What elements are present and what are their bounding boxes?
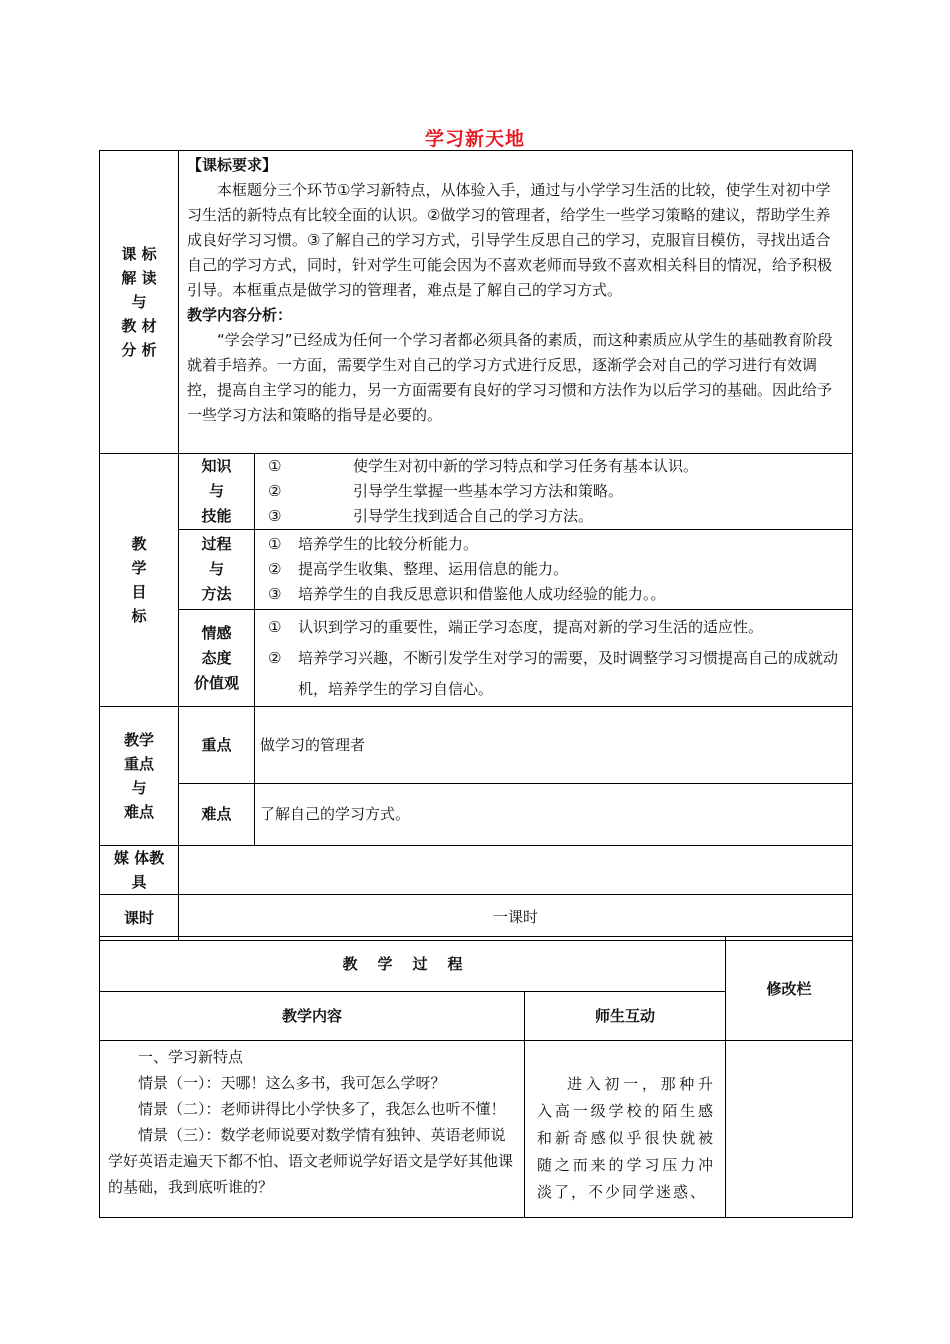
content-line: 情景（一）：天哪！这么多书，我可怎么学呀？ [138,1074,446,1092]
revision-cell [726,1041,853,1218]
curriculum-text: 本框题分三个环节①学习新特点，从体验入手，通过与小学学习生活的比较，使学生对初中学习生活的新特点有比较全面的认识。②做学习的管理者，给学生一些学习策略的建议，帮助学生养成良好学习习惯。③了解自己的学习方式，引导学生反思自己的学习，克服盲目模仿，寻找出适合自己的学习方式，同时，针对学生可能会因为不喜欢老师而导致不喜欢相关科目的情况，给予积极引导。本框重点是做学习的管理者，难点是了解自己的学习方式。 [187,181,833,299]
content-line: 一、学习新特点 [138,1048,244,1066]
teaching-content-cell [100,1041,525,1218]
period-value: 一课时 [179,895,853,941]
media-value [179,846,853,895]
teaching-process-table [99,936,853,1218]
list-item: ② 提高学生收集、整理、运用信息的能力。 [268,560,569,578]
goal-label-knowledge: 知识 与 技能 [179,454,255,530]
period-label: 课时 [100,895,179,941]
analysis-heading: 教学内容分析： [187,306,293,324]
goal-emotion-items [255,610,853,707]
process-title: 教学过程 [100,937,726,992]
section-label-curriculum: 课 标 解 读 与 教 材 分 析 [100,151,179,454]
list-item: ② 引导学生掌握一些基本学习方法和策略。 [268,482,624,500]
interaction-cell [525,1041,726,1218]
difficult-point-text: 了解自己的学习方式。 [255,784,853,846]
content-line: 情景（三）：数学老师说要对数学情有独钟、英语老师说学好英语走遍天下都不怕、语文老师说学好语文是学好其他课的基础，我到底听谁的？ [108,1126,514,1196]
section-label-goals: 教 学 目 标 [100,454,179,707]
difficult-point-label: 难点 [179,784,255,846]
curriculum-heading: 【课标要求】 [187,156,278,174]
key-point-label: 重点 [179,707,255,784]
page-title: 学习新天地 [424,128,525,150]
content-line: 情景（二）：老师讲得比小学快多了，我怎么也听不懂！ [138,1100,506,1118]
list-item: ① 培养学生的比较分析能力。 [268,535,479,553]
list-item: ③ 培养学生的自我反思意识和借鉴他人成功经验的能力。。 [268,585,666,603]
list-item: ① 认识到学习的重要性，端正学习态度，提高对新的学习生活的适应性。 [268,617,764,636]
key-point-text: 做学习的管理者 [255,707,853,784]
goal-label-emotion: 情感 态度 价值观 [179,610,255,707]
media-label: 媒 体教 具 [100,846,179,895]
goal-label-process: 过程 与 方法 [179,530,255,610]
content-column-header: 教学内容 [100,992,525,1041]
revision-column-header: 修改栏 [726,937,853,1041]
goal-process-items [255,530,853,610]
list-item: ② 培养学习兴趣，不断引发学生对学习的需要，及时调整学习习惯提高自己的成就动机，培养学生的学习自信心。 [268,648,839,698]
interaction-column-header: 师生互动 [525,992,726,1041]
goal-knowledge-items [255,454,853,530]
analysis-text: “学会学习”已经成为任何一个学习者都必须具备的素质，而这种素质应从学生的基础教育阶段就着手培养。一方面，需要学生对自己的学习方式进行反思，逐渐学会对自己的学习进行有效调控，提高自主学习的能力，另一方面需要有良好的学习习惯和方法作为以后学习的基础。因此给予一些学习方法和策略的指导是必要的。 [187,331,833,424]
section-label-focus: 教学 重点 与 难点 [100,707,179,846]
list-item: ① 使学生对初中新的学习特点和学习任务有基本认识。 [268,457,699,475]
lesson-plan-table [99,150,853,941]
curriculum-analysis-cell [179,151,853,454]
interaction-text: 进入初一，那种升入高一级学校的陌生感和新奇感似乎很快就被随之而来的学习压力冲淡了，不少同学迷惑、 [537,1075,716,1201]
list-item: ③ 引导学生找到适合自己的学习方法。 [268,507,594,525]
